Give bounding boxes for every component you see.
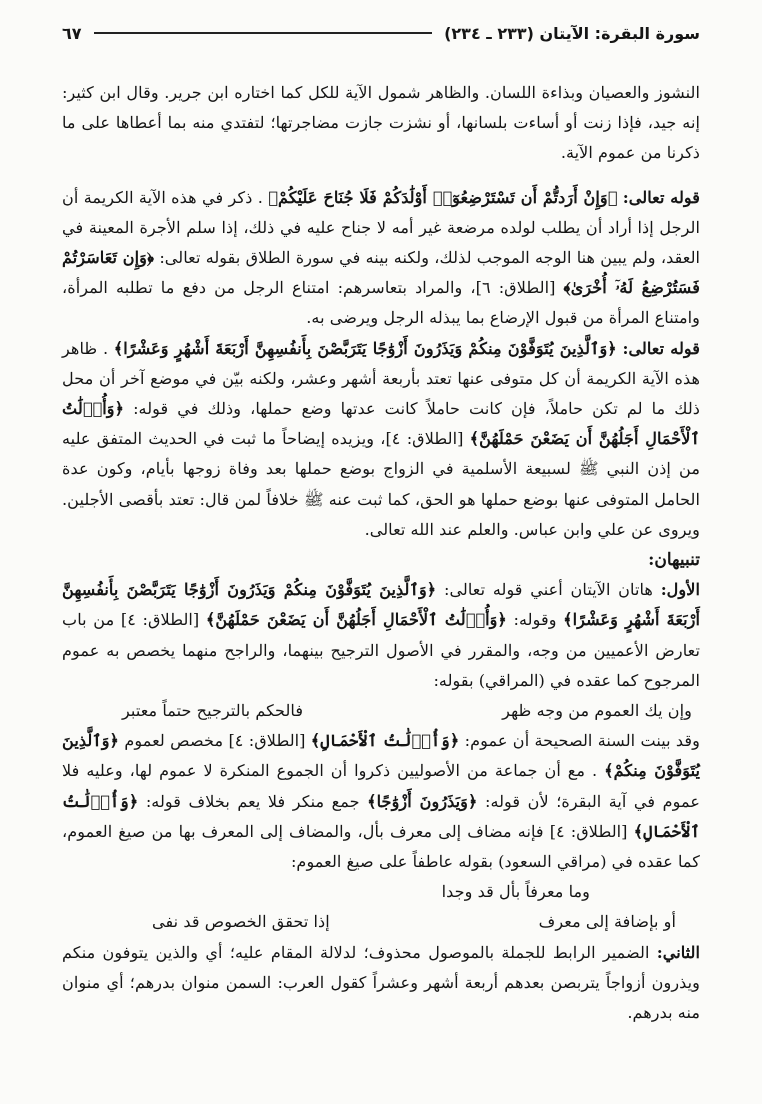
paragraph-2-lead: قوله تعالى: <box>622 187 700 207</box>
paragraph-3-text: . ظاهر هذه الآية الكريمة أن كل متوفى عنها تعتد بأربعة أشهر وعشر، ولكنه بيّن في موضع آخر أن محل ذلك ما لم تكن حاملاً، فإن كانت حاملاً كانت عدتها وضع حملها، وذلك في قوله: <box>62 338 700 419</box>
header-rule <box>94 32 433 34</box>
paragraph-4-text-3: [الطلاق: ٤] من باب تعارض الأعميين من وجه، والمقرر في الأصول الترجيح بينهما، والراجح منهما يخصص به عموم المرجوح كما عقده في (المراقي) بقوله: <box>62 610 700 690</box>
paragraph-2-text: . ذكر في هذه الآية الكريمة أن الرجل إذا أراد أن يطلب لولده مرضعة غير أمه لا جناح عليه في ذلك، إذا سلم الأجرة المعينة في العقد، ولم يبين هنا الوجه الموجب لذلك، ولكنه بينه في سورة الطلاق بقوله تعالى: <box>62 187 700 268</box>
paragraph-6 <box>62 938 700 1029</box>
paragraph-6-text: الضمير الرابط للجملة بالموصول محذوف؛ لدلالة المقام عليه؛ أي والذين يتوفون منكم ويذرون أزواجاً يتربصن بعدهم أربعة أشهر وعشراً كقول العرب: السمن منوان بدرهم؛ أي منوان منه بدرهم. <box>62 942 700 1023</box>
poetry-first-hemistich: وما معرفاً بأل قد وجدا <box>441 882 590 902</box>
poetry-second-hemistich: إذا تحقق الخصوص قد نفى <box>152 912 330 932</box>
paragraph-5-text-3: . مع أن جماعة من الأصوليين ذكروا أن الجموع المنكرة لا عموم لها، وعليه فلا عموم في آية البقرة؛ لأن قوله: <box>62 761 701 811</box>
page-body <box>62 78 700 1028</box>
paragraph-4-lead: الأول: <box>660 580 700 600</box>
poetry-line-1 <box>62 696 700 726</box>
poetry-first-hemistich: وإن يك العموم من وجه ظهر <box>502 701 692 721</box>
paragraph-4 <box>62 575 700 696</box>
paragraph-5 <box>62 726 700 877</box>
poetry-line-3 <box>62 907 700 937</box>
quran-verse: ﴿وَأُو۟لَٰتُ ٱلْأَحْمَالِ﴾ <box>62 791 700 841</box>
page-number: ٦٧ <box>62 23 82 43</box>
poetry-first-hemistich: أو بإضافة إلى معرف <box>538 912 676 932</box>
quran-verse: ﴿وَإِن تَعَاسَرْتُمْ فَسَتُرْضِعُ لَهُۥٓ أُخْرَىٰ﴾ <box>62 248 700 298</box>
running-title: سورة البقرة: الآيتان (٢٣٣ ـ ٢٣٤) <box>444 23 700 43</box>
poetry-line-2 <box>62 877 700 907</box>
quran-verse: ﴿وَٱلَّذِينَ يُتَوَفَّوْنَ مِنكُمْ وَيَذَرُونَ أَزْوَٰجًا يَتَرَبَّصْنَ بِأَنفُسِهِنَّ أَرْبَعَةَ أَشْهُرٍ وَعَشْرًا﴾ <box>113 338 617 358</box>
paragraph-5-text-5: [الطلاق: ٤] فإنه مضاف إلى معرف بأل، والمضاف إلى المعرف بها من صيغ العموم، كما عقده في (مراقي السعود) بقوله عاطفاً على صيغ العموم: <box>62 821 700 872</box>
quran-verse: ﴿وَأُو۟لَٰتُ ٱلْأَحْمَالِ﴾ <box>310 731 460 751</box>
paragraph-1: النشوز والعصيان وبذاءة اللسان. والظاهر شمول الآية للكل كما اختاره ابن جرير. وقال ابن كثير: إنه جيد، فإذا زنت أو أساءت بلسانها، أو نشزت جازت مضاجرتها؛ لتفتدي منه بما أعطاها على ما ذكرنا من عموم الآية. <box>62 83 700 163</box>
paragraph-2-text-2: [الطلاق: ٦]، والمراد بتعاسرهم: امتناع الرجل من دفع ما تطلبه المرأة، وامتناع المرأة من قبول الإرضاع بما يبذله الرجل ويرضى به. <box>62 278 700 328</box>
quran-verse: ﴿وَإِنْ أَرَدتُّمْ أَن تَسْتَرْضِعُوٓا۟ أَوْلَٰدَكُمْ فَلَا جُنَاحَ عَلَيْكُمْ﴾ <box>268 187 618 207</box>
paragraph-5-text-4: جمع منكر فلا يعم بخلاف قوله: <box>145 791 360 811</box>
paragraph-4-text: هاتان الآيتان أعني قوله تعالى: <box>443 580 653 600</box>
paragraph-4-text-2: وقوله: <box>513 610 557 630</box>
paragraph-6-lead: الثاني: <box>656 942 700 962</box>
paragraph-3-text-2: [الطلاق: ٤]، ويزيده إيضاحاً ما ثبت في الحديث المتفق عليه من إذن النبي ﷺ لسبيعة الأسلمية في الزواج بوضع حملها بعد وفاة زوجها بأيام، وكون عدة الحامل المتوفى عنها بوضع حملها هو الحق، كما ثبت عنه ﷺ خلافاً لمن قال: تعتد بأقصى الأجلين. ويروى عن علي وابن عباس. والعلم عند الله تعالى. <box>62 429 700 539</box>
poetry-second-hemistich: فالحكم بالترجيح حتماً معتبر <box>122 701 304 721</box>
paragraph-2 <box>62 183 700 334</box>
quran-verse: ﴿وَيَذَرُونَ أَزْوَٰجًا﴾ <box>367 791 478 811</box>
quran-verse: ﴿وَٱلَّذِينَ يُتَوَفَّوْنَ مِنكُمْ وَيَذَرُونَ أَزْوَٰجًا يَتَرَبَّصْنَ بِأَنفُسِهِنَّ أَرْبَعَةَ أَشْهُرٍ وَعَشْرًا﴾ <box>62 580 700 630</box>
quran-verse: ﴿وَأُو۟لَٰتُ ٱلْأَحْمَالِ أَجَلُهُنَّ أَن يَضَعْنَ حَمْلَهُنَّ﴾ <box>62 399 700 449</box>
section-title: تنبيهان: <box>648 550 700 571</box>
paragraph-3-lead: قوله تعالى: <box>622 338 700 358</box>
paragraph-5-text-2: [الطلاق: ٤] مخصص لعموم <box>124 731 306 751</box>
paragraph-5-text: وقد بينت السنة الصحيحة أن عموم: <box>464 731 700 751</box>
paragraph-3 <box>62 334 700 545</box>
quran-verse: ﴿وَٱلَّذِينَ يُتَوَفَّوْنَ مِنكُمْ﴾ <box>62 731 700 781</box>
quran-verse: ﴿وَأُو۟لَٰتُ ٱلْأَحْمَالِ أَجَلُهُنَّ أَن يَضَعْنَ حَمْلَهُنَّ﴾ <box>205 610 507 630</box>
page-header <box>62 18 700 48</box>
